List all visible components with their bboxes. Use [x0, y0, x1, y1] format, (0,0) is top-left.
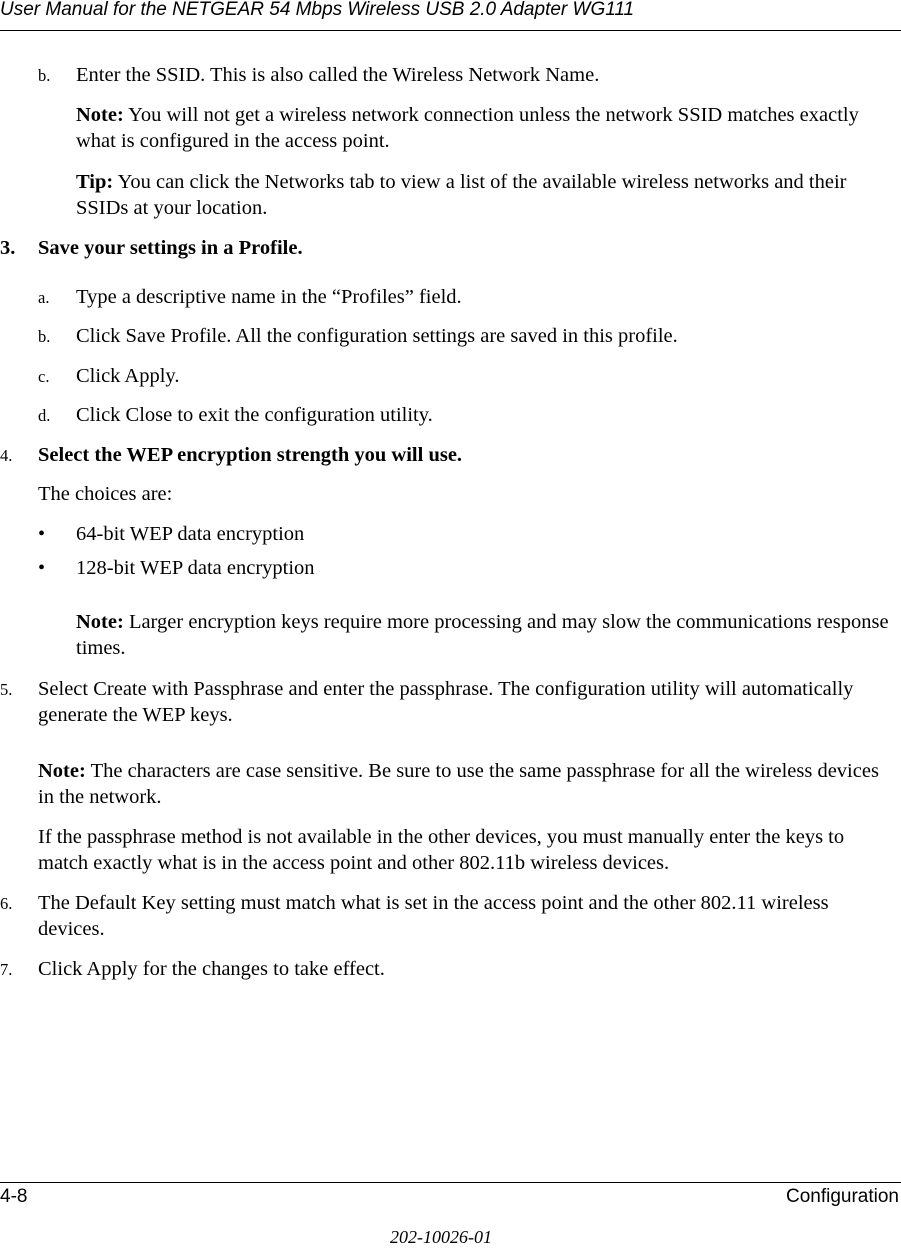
header-title: User Manual for the NETGEAR 54 Mbps Wireless USB 2.0 Adapter WG111 — [0, 0, 635, 20]
note-case-sensitive — [38, 758, 898, 810]
note-encryption — [76, 609, 898, 661]
footer-divider — [0, 1182, 901, 1183]
choices-intro: The choices are: — [38, 483, 173, 505]
step-3-text: Save your settings in a Profile. — [38, 237, 303, 259]
step-7-marker: 7. — [0, 960, 13, 979]
footer-page-number: 4-8 — [0, 1186, 28, 1207]
step-3c-text: Click Apply. — [76, 365, 180, 387]
note-ssid — [76, 102, 898, 154]
step-7-text: Click Apply for the changes to take effect. — [38, 958, 385, 980]
para-manual-keys: If the passphrase method is not available in the other devices, you must manually enter the keys to match exactly what is in the access point and other 802.11b wireless devices. — [38, 826, 845, 874]
note-label: Note: — [76, 611, 124, 633]
step-4-marker: 4. — [0, 446, 13, 465]
note-label: Note: — [76, 104, 124, 126]
step-4-text: Select the WEP encryption strength you will use. — [38, 444, 463, 466]
note-text: The characters are case sensitive. Be sure to use the same passphrase for all the wireless devices in the network. — [38, 760, 879, 808]
step-3a-marker: a. — [38, 288, 50, 307]
note-label: Note: — [38, 760, 86, 782]
step-6-text: The Default Key setting must match what is set in the access point and the other 802.11 wireless devices. — [38, 892, 829, 940]
footer-doc-number: 202-10026-01 — [390, 1227, 492, 1247]
note-text: You will not get a wireless network connection unless the network SSID matches exactly what is configured in the access point. — [76, 104, 859, 152]
page-header — [0, 0, 901, 31]
tip-label: Tip: — [76, 171, 114, 193]
note-text: Larger encryption keys require more processing and may slow the communications response times. — [76, 611, 889, 659]
step-3c-marker: c. — [38, 367, 50, 386]
bullet-icon: • — [38, 523, 46, 545]
step-b1-marker: b. — [38, 66, 51, 85]
bullet-icon: • — [38, 557, 46, 579]
choice-128bit: 128-bit WEP data encryption — [76, 557, 315, 579]
tip-text: You can click the Networks tab to view a list of the available wireless networks and their SSIDs at your location. — [76, 171, 847, 219]
step-3a-text: Type a descriptive name in the “Profiles” field. — [76, 286, 462, 308]
choice-64bit: 64-bit WEP data encryption — [76, 523, 305, 545]
footer-section: Configuration — [785, 1186, 899, 1207]
step-3d-marker: d. — [38, 406, 51, 425]
step-3d-text: Click Close to exit the configuration utility. — [76, 404, 433, 426]
step-5-text: Select Create with Passphrase and enter the passphrase. The configuration utility will automatically generate the WEP keys. — [38, 678, 854, 726]
step-3b-text: Click Save Profile. All the configuration settings are saved in this profile. — [76, 325, 678, 347]
tip-networks — [76, 169, 898, 221]
step-3b-marker: b. — [38, 327, 51, 346]
step-6-marker: 6. — [0, 894, 13, 913]
step-3-marker: 3. — [0, 237, 16, 259]
step-5-marker: 5. — [0, 680, 13, 699]
step-b1-text: Enter the SSID. This is also called the Wireless Network Name. — [76, 64, 600, 86]
